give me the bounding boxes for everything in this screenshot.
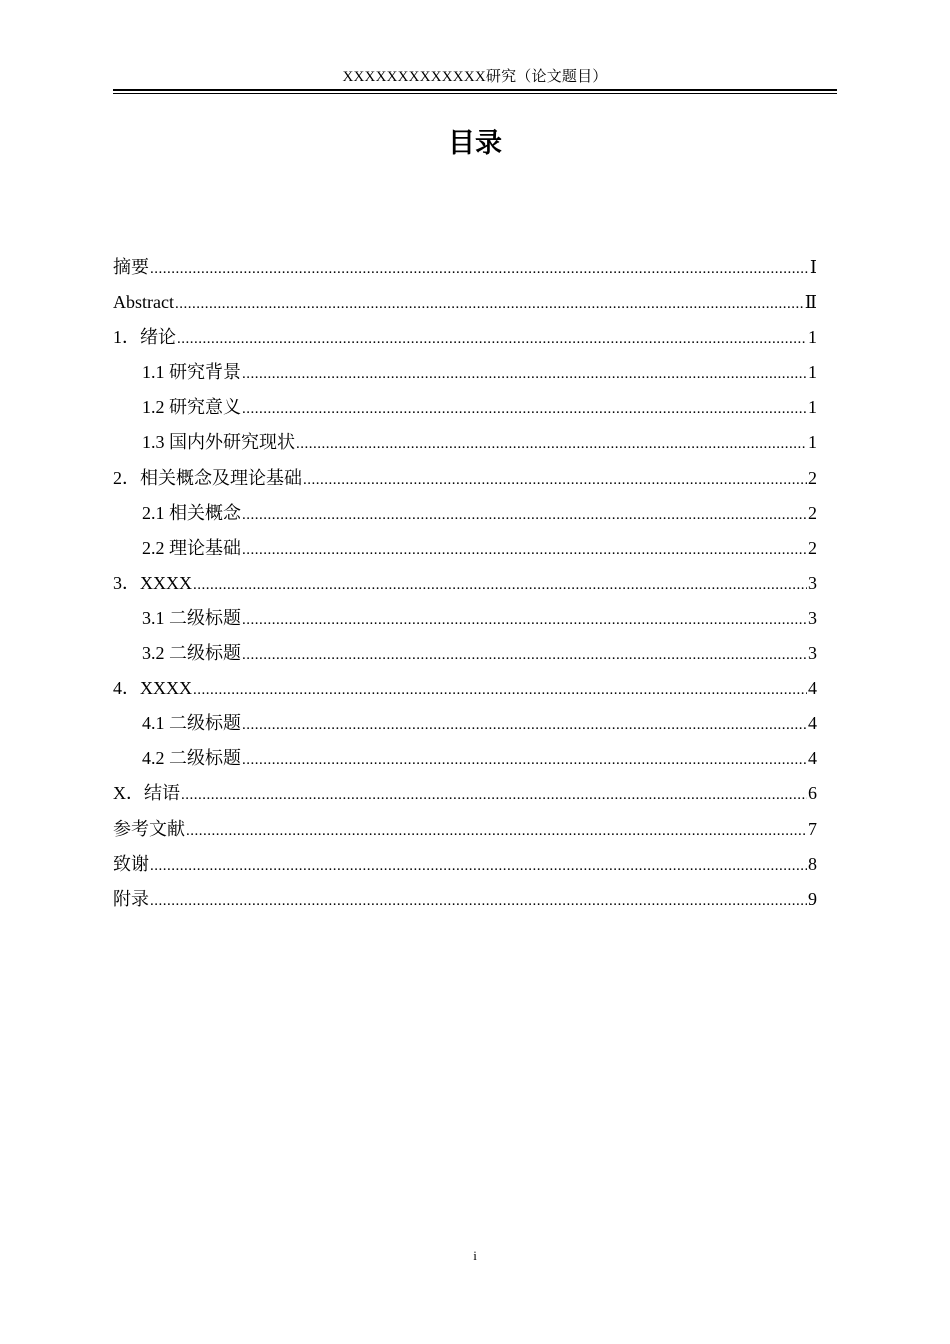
dot-leader xyxy=(242,603,807,638)
running-header: XXXXXXXXXXXXX研究（论文题目） xyxy=(342,69,608,85)
dot-leader xyxy=(193,568,807,603)
toc-entry-section-4-2[interactable] xyxy=(113,741,817,776)
toc-entry-chapter-2[interactable] xyxy=(113,461,817,496)
toc-entry-label: 1．绪论 xyxy=(113,327,176,348)
dot-leader xyxy=(186,814,807,849)
toc-entry-abstract-en[interactable] xyxy=(113,285,817,320)
toc-entry-page: 4 xyxy=(808,678,817,699)
toc-entry-references[interactable] xyxy=(113,812,817,847)
dot-leader xyxy=(193,673,807,708)
toc-entry-page: 8 xyxy=(808,853,817,874)
toc-entry-section-1-3[interactable] xyxy=(113,425,817,460)
toc-entry-section-1-1[interactable] xyxy=(113,355,817,390)
dot-leader xyxy=(242,533,807,568)
toc-entry-page: 1 xyxy=(808,397,817,418)
dot-leader xyxy=(150,252,809,287)
toc-entry-page: Ⅱ xyxy=(804,292,817,313)
toc-entry-label: 3.1 二级标题 xyxy=(142,607,241,628)
toc-entry-label: 3．XXXX xyxy=(113,572,192,593)
toc-entry-label: 1.1 研究背景 xyxy=(142,362,241,383)
toc-entry-label: 2．相关概念及理论基础 xyxy=(113,467,302,488)
toc-entry-label: 摘要 xyxy=(113,257,149,277)
dot-leader xyxy=(242,498,807,533)
toc-entry-label: 附录 xyxy=(113,888,149,909)
toc-entry-label: 1.3 国内外研究现状 xyxy=(142,432,295,453)
toc-entry-page: 7 xyxy=(808,818,817,839)
toc-entry-page: 4 xyxy=(808,748,817,769)
header-rule-thin xyxy=(113,93,837,94)
toc-entry-label: 2.1 相关概念 xyxy=(142,502,241,523)
toc-entry-label: 4.1 二级标题 xyxy=(142,713,241,734)
toc-entry-label: 1.2 研究意义 xyxy=(142,397,241,418)
toc-entry-page: 1 xyxy=(808,327,817,348)
toc-entry-label: 参考文献 xyxy=(113,818,185,839)
toc-entry-section-3-2[interactable] xyxy=(113,636,817,671)
dot-leader xyxy=(303,463,807,498)
toc-entry-label: Abstract xyxy=(113,292,174,313)
toc-entry-chapter-4[interactable] xyxy=(113,671,817,706)
toc-entry-page: 1 xyxy=(808,362,817,383)
toc-entry-page: 3 xyxy=(808,572,817,593)
toc-entry-page: 9 xyxy=(808,888,817,909)
toc-entry-section-2-1[interactable] xyxy=(113,496,817,531)
toc-entry-chapter-1[interactable] xyxy=(113,320,817,355)
toc-entry-label: 致谢 xyxy=(113,853,149,874)
dot-leader xyxy=(175,287,804,322)
toc-entry-chapter-3[interactable] xyxy=(113,566,817,601)
dot-leader xyxy=(150,849,807,884)
toc-entry-page: 2 xyxy=(808,537,817,558)
dot-leader xyxy=(242,357,807,392)
table-of-contents xyxy=(113,250,817,917)
dot-leader xyxy=(242,638,807,673)
toc-title: 目录 xyxy=(448,128,502,159)
toc-entry-page: Ⅰ xyxy=(809,257,817,277)
toc-entry-appendix[interactable] xyxy=(113,882,817,917)
dot-leader xyxy=(177,322,807,357)
toc-entry-page: 4 xyxy=(808,713,817,734)
toc-entry-label: 4．XXXX xyxy=(113,678,192,699)
toc-entry-abstract-cn[interactable] xyxy=(113,250,817,285)
dot-leader xyxy=(296,427,807,462)
toc-entry-page: 1 xyxy=(808,432,817,453)
dot-leader xyxy=(242,708,807,743)
toc-entry-section-1-2[interactable] xyxy=(113,390,817,425)
toc-entry-label: 4.2 二级标题 xyxy=(142,748,241,769)
dot-leader xyxy=(150,884,807,919)
toc-entry-page: 2 xyxy=(808,467,817,488)
toc-entry-label: 2.2 理论基础 xyxy=(142,537,241,558)
toc-entry-page: 6 xyxy=(808,783,817,804)
toc-entry-label: X．结语 xyxy=(113,783,180,804)
dot-leader xyxy=(181,778,807,813)
page-number: i xyxy=(473,1248,477,1263)
toc-entry-section-3-1[interactable] xyxy=(113,601,817,636)
toc-entry-acknowledgements[interactable] xyxy=(113,847,817,882)
header-rule-thick xyxy=(113,89,837,91)
toc-entry-page: 3 xyxy=(808,607,817,628)
toc-entry-label: 3.2 二级标题 xyxy=(142,643,241,664)
dot-leader xyxy=(242,743,807,778)
dot-leader xyxy=(242,392,807,427)
toc-entry-conclusion[interactable] xyxy=(113,776,817,811)
toc-entry-page: 3 xyxy=(808,643,817,664)
toc-entry-section-4-1[interactable] xyxy=(113,706,817,741)
toc-entry-page: 2 xyxy=(808,502,817,523)
toc-entry-section-2-2[interactable] xyxy=(113,531,817,566)
